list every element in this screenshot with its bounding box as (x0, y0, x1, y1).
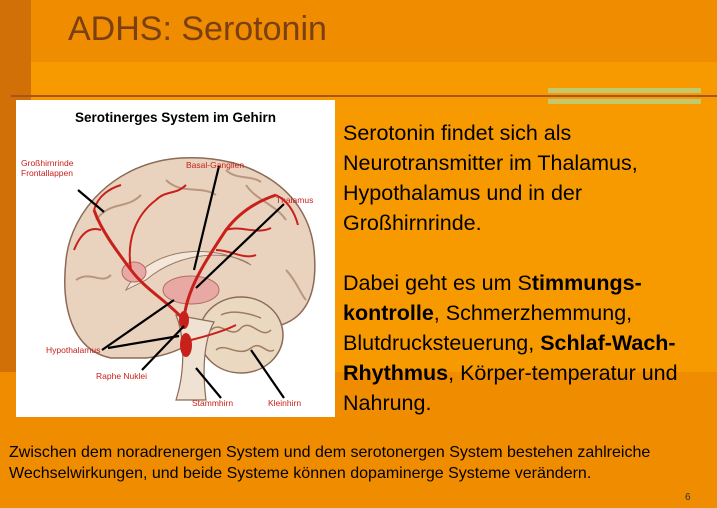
page-number: 6 (685, 492, 691, 503)
paragraph-1: Serotonin findet sich als Neurotransmitter im Thalamus, Hypothalamus und in der Großhirnrinde. (343, 121, 638, 235)
title-rule (11, 95, 717, 97)
label-brainstem: Stammhirn (192, 398, 234, 408)
para2-text-3: , Körper-temperatur und Nahrung. (343, 361, 678, 415)
para2-bold-mood: timmungs-kontrolle (343, 271, 642, 325)
footer-text: Zwischen dem noradrenergen System und dem serotonergen System bestehen zahlreiche Wechselwirkungen, und beide Systeme können dopaminerge Systeme verändern. (9, 444, 651, 482)
label-cerebellum: Kleinhirn (268, 398, 302, 408)
label-cortex: Großhirnrinde Frontallappen (21, 158, 74, 178)
slide-title: ADHS: Serotonin (68, 10, 327, 48)
para2-text-1: Dabei geht es um S (343, 271, 532, 295)
para2-text-2: , Schmerzhemmung, Blutdrucksteuerung, (343, 301, 633, 355)
label-basal-ganglia: Basal-Ganglien (186, 160, 245, 170)
para2-bold-sleep: Schlaf-Wach-Rhythmus (343, 331, 676, 385)
body-text (343, 118, 709, 418)
label-thalamus: Thalamus (276, 195, 314, 205)
brain-illustration (16, 100, 335, 417)
figure-title: Serotinerges System im Gehirn (74, 110, 277, 125)
accent-bar-top (548, 88, 701, 93)
label-raphe-nuclei: Raphe Nuklei (96, 371, 148, 381)
label-hypothalamus: Hypothalamus (46, 345, 101, 355)
brain-figure (16, 100, 335, 417)
paragraph-2 (343, 268, 709, 418)
accent-bar-bottom (548, 99, 701, 104)
